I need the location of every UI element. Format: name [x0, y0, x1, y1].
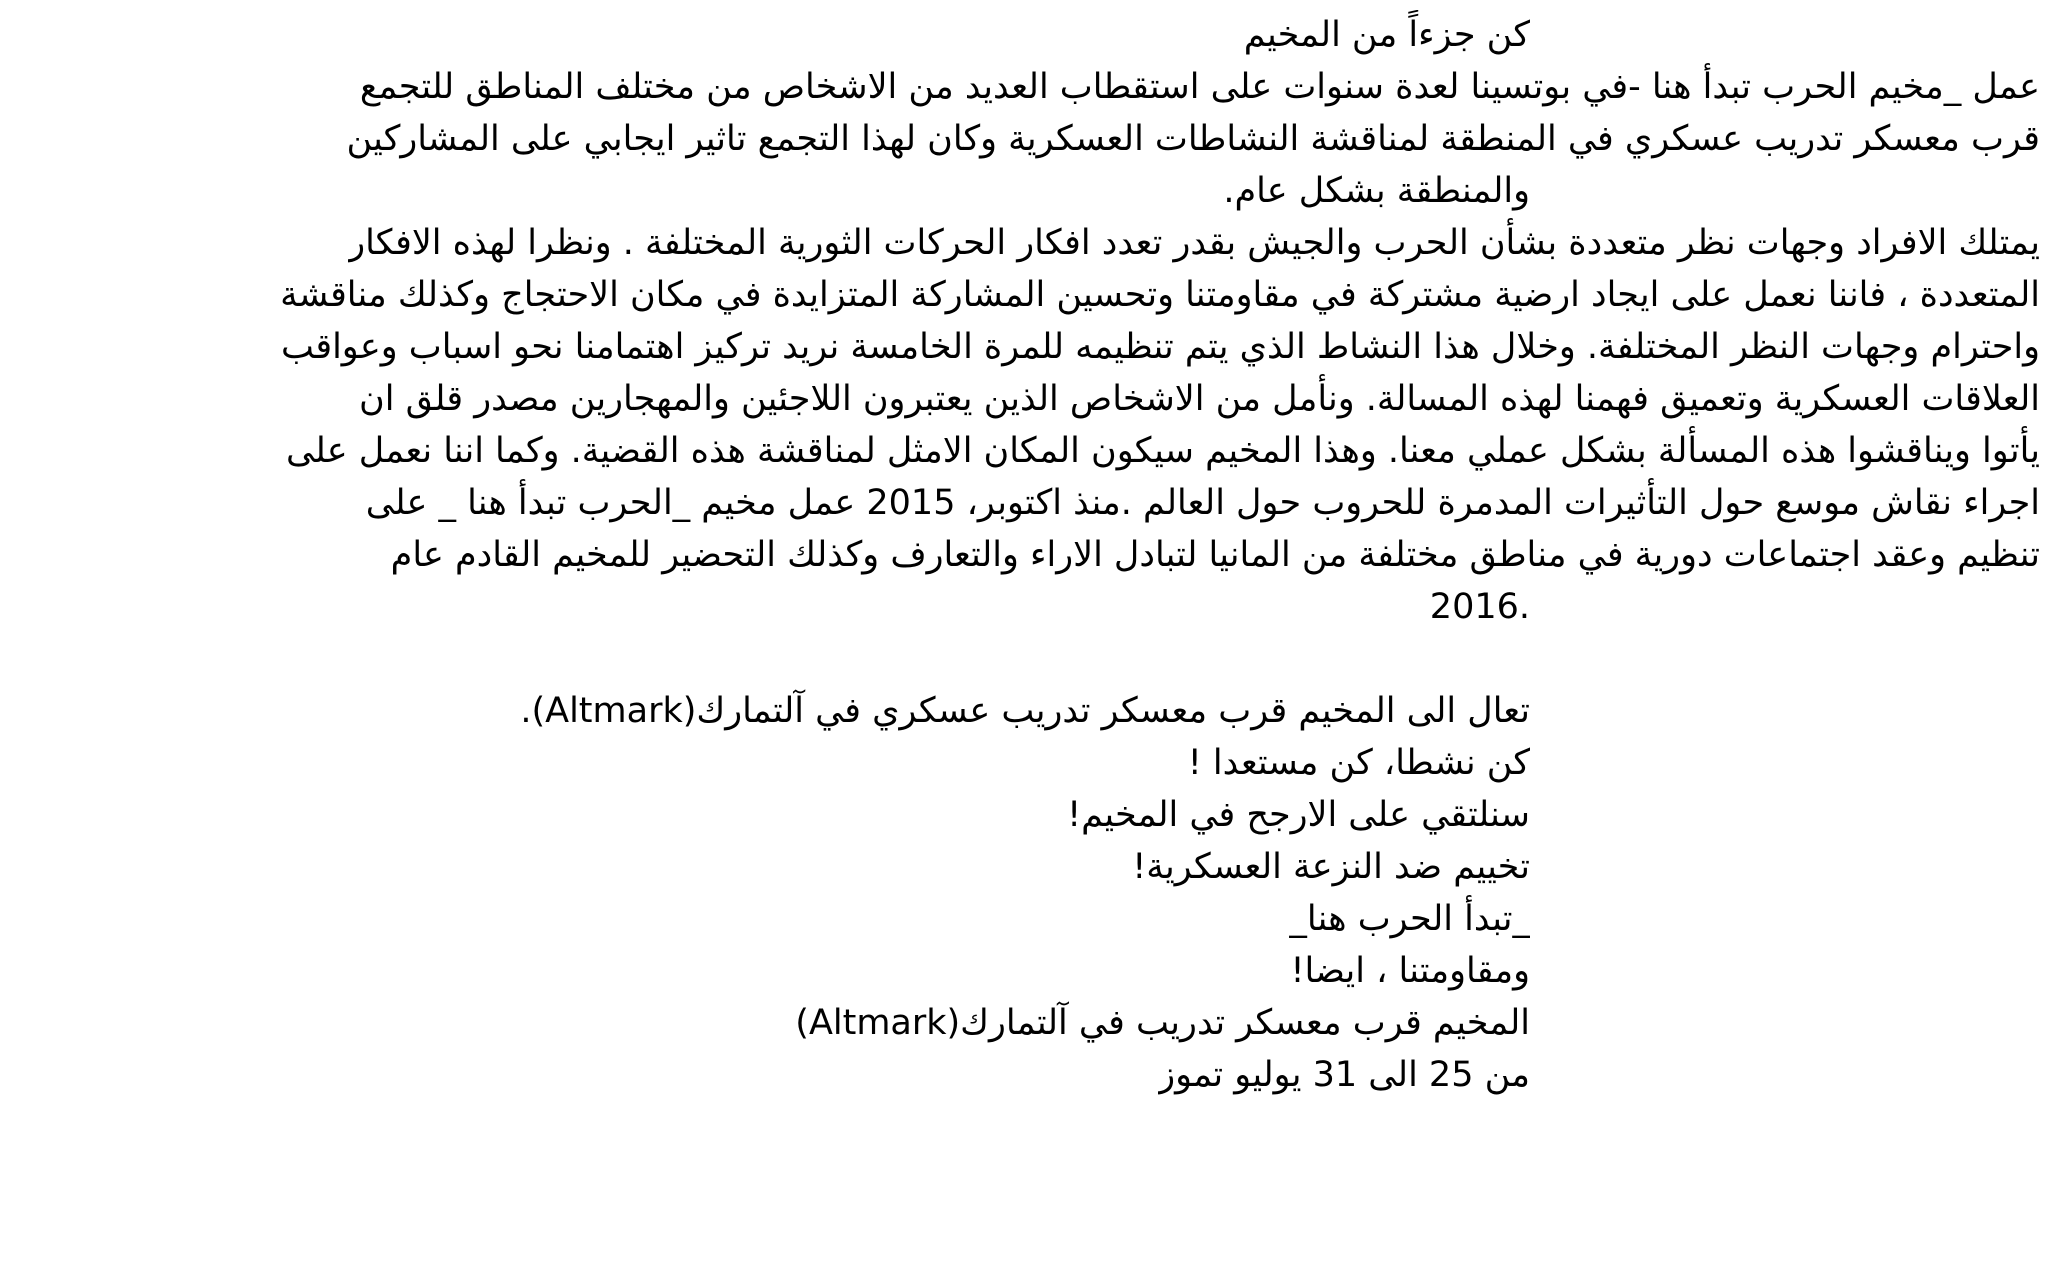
paragraph1-line: عمل _مخيم الحرب تبدأ هنا -في بوتسينا لعدة سنوات على استقطاب العديد من الاشخاص من مختلف المناطق للتجمع [359, 67, 2040, 107]
paragraph1-line: قرب معسكر تدريب عسكري في المنطقة لمناقشة النشاطات العسكرية وكان لهذا التجمع تاثير ايجابي على المشاركين [346, 119, 2040, 159]
closing-line: ومقاومتنا ، ايضا! [1290, 951, 1530, 991]
paragraph2-line: اجراء نقاش موسع حول التأثيرات المدمرة للحروب حول العالم .منذ اكتوبر، 2015 عمل مخيم _الحرب تبدأ هنا _ على [365, 483, 2040, 523]
closing-line: من 25 الى 31 يوليو تموز [1158, 1055, 1530, 1095]
closing-line: كن نشطا، كن مستعدا ! [1187, 743, 1530, 783]
paragraph1-line: والمنطقة بشكل عام. [1223, 171, 1530, 211]
closing-line: تعال الى المخيم قرب معسكر تدريب عسكري في آلتمارك(Altmark). [520, 691, 1530, 731]
closing-line: _تبدأ الحرب هنا_ [1289, 899, 1530, 939]
closing-line: سنلتقي على الارجح في المخيم! [1067, 795, 1530, 835]
document-heading: كن جزءاً من المخيم [1243, 15, 1530, 55]
paragraph2-line: يمتلك الافراد وجهات نظر متعددة بشأن الحرب والجيش بقدر تعدد افكار الحركات الثورية المختلفة . ونظرا لهذه الافكار [348, 223, 2040, 263]
paragraph2-line: واحترام وجهات النظر المختلفة. وخلال هذا النشاط الذي يتم تنظيمه للمرة الخامسة نريد تركيز اهتمامنا نحو اسباب وعواقب [280, 327, 2040, 367]
paragraph2-line: يأتوا ويناقشوا هذه المسألة بشكل عملي معنا. وهذا المخيم سيكون المكان الامثل لمناقشة هذه القضية. وكما اننا نعمل على [285, 431, 2040, 471]
closing-line: المخيم قرب معسكر تدريب في آلتمارك(Altmark) [795, 1003, 1530, 1043]
closing-line: تخييم ضد النزعة العسكرية! [1132, 847, 1530, 887]
paragraph2-line: العلاقات العسكرية وتعميق فهمنا لهذه المسالة. ونأمل من الاشخاص الذين يعتبرون اللاجئين والمهجارين مصدر قلق ان [359, 379, 2040, 419]
paragraph2-line: 2016. [1429, 587, 1530, 627]
paragraph2-line: تنظيم وعقد اجتماعات دورية في مناطق مختلفة من المانيا لتبادل الاراء والتعارف وكذلك التحضير للمخيم القادم عام [390, 535, 2040, 575]
paragraph2-line: المتعددة ، فاننا نعمل على ايجاد ارضية مشتركة في مقاومتنا وتحسين المشاركة المتزايدة في مكان الاحتجاج وكذلك مناقشة [280, 275, 2040, 315]
